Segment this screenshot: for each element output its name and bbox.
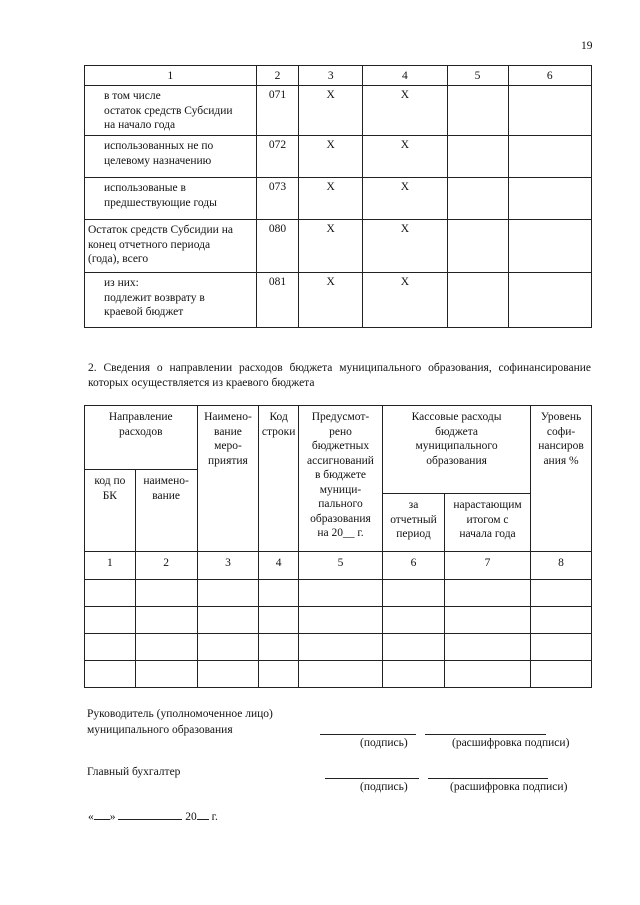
page-number: 19 [581, 40, 593, 52]
row-label: использованных не по целевому назначению [85, 136, 257, 178]
cell-x: X [299, 136, 363, 178]
table-row [85, 634, 592, 661]
date-month-blank [118, 819, 182, 820]
header-cell: 5 [447, 66, 508, 86]
column-number: 1 [85, 552, 136, 580]
table-row [85, 136, 592, 178]
table-row [85, 178, 592, 220]
header-row-code: Код строки [259, 406, 299, 552]
head-label: Руководитель (уполномоченное лицо) муниципального образования [87, 708, 273, 736]
table-row [85, 86, 592, 136]
date-close-quote: » [109, 811, 116, 823]
row-code: 080 [256, 220, 299, 273]
head-decoding-line [425, 734, 546, 735]
row-label: использованые в предшествующие годы [85, 178, 257, 220]
table-row [85, 607, 592, 634]
table-cell [508, 220, 592, 273]
column-numbers-row [85, 552, 592, 580]
table-cell [508, 86, 592, 136]
table-cell [447, 220, 508, 273]
cell-x: X [363, 178, 447, 220]
header-planned: Предусмот- рено бюджетных ассигнований в бюджете муници- пального образования на 20__ г. [298, 406, 382, 552]
signature-caption: (подпись) [360, 737, 408, 749]
header-period: за отчетный период [383, 494, 445, 552]
date-year-blank [197, 819, 209, 820]
signature-caption: (подпись) [360, 781, 408, 793]
row-code: 071 [256, 86, 299, 136]
cell-x: X [363, 273, 447, 328]
cell-x: X [299, 86, 363, 136]
table-row [85, 220, 592, 273]
header-cell: 1 [85, 66, 257, 86]
table-header-row [85, 66, 592, 86]
row-code: 072 [256, 136, 299, 178]
table-cell [508, 273, 592, 328]
row-label: в том числе остаток средств Субсидии на начало года [85, 86, 257, 136]
row-label: Остаток средств Субсидии на конец отчетного периода (года), всего [85, 220, 257, 273]
section-2-title: 2. Сведения о направлении расходов бюджета муниципального образования, софинансирование которых осуществляется из краевого бюджета [88, 362, 591, 389]
table-row [85, 273, 592, 328]
column-number: 7 [444, 552, 530, 580]
cell-x: X [363, 86, 447, 136]
decoding-caption: (расшифровка подписи) [450, 781, 568, 793]
row-label: из них: подлежит возврату в краевой бюджет [85, 273, 257, 328]
header-level: Уровень софи- нансиров ания % [531, 406, 592, 552]
cell-x: X [299, 273, 363, 328]
table-cell [447, 178, 508, 220]
header-cell: 2 [256, 66, 299, 86]
date-suffix: г. [211, 811, 218, 823]
accountant-label: Главный бухгалтер [87, 766, 181, 778]
decoding-caption: (расшифровка подписи) [452, 737, 570, 749]
column-number: 5 [298, 552, 382, 580]
table-cell [508, 136, 592, 178]
header-cell: 3 [299, 66, 363, 86]
subsidy-balance-table [84, 65, 592, 328]
column-number: 2 [135, 552, 197, 580]
header-bk-code: код по БК [85, 470, 136, 552]
table-row [85, 661, 592, 688]
column-number: 8 [531, 552, 592, 580]
row-code: 081 [256, 273, 299, 328]
header-cash-expenses: Кассовые расходы бюджета муниципального образования [383, 406, 531, 494]
expenditure-table [84, 405, 592, 688]
date-day-blank [94, 819, 110, 820]
header-cell: 6 [508, 66, 592, 86]
head-signature-line [320, 734, 416, 735]
header-row-1 [85, 406, 592, 470]
cell-x: X [299, 178, 363, 220]
header-cell: 4 [363, 66, 447, 86]
table-cell [508, 178, 592, 220]
date-line [88, 811, 218, 823]
date-open-quote: « [88, 811, 94, 823]
cell-x: X [299, 220, 363, 273]
header-cumulative: нарастающим итогом с начала года [444, 494, 530, 552]
table-cell [447, 86, 508, 136]
date-year: 20 [185, 811, 197, 823]
table-cell [447, 136, 508, 178]
cell-x: X [363, 136, 447, 178]
column-number: 3 [197, 552, 259, 580]
row-code: 073 [256, 178, 299, 220]
header-name: наимено- вание [135, 470, 197, 552]
header-event-name: Наимено- вание меро- приятия [197, 406, 259, 552]
column-number: 6 [383, 552, 445, 580]
accountant-signature-line [325, 778, 419, 779]
column-number: 4 [259, 552, 299, 580]
accountant-decoding-line [428, 778, 548, 779]
cell-x: X [363, 220, 447, 273]
table-row [85, 580, 592, 607]
header-direction: Направление расходов [85, 406, 198, 470]
table-cell [447, 273, 508, 328]
